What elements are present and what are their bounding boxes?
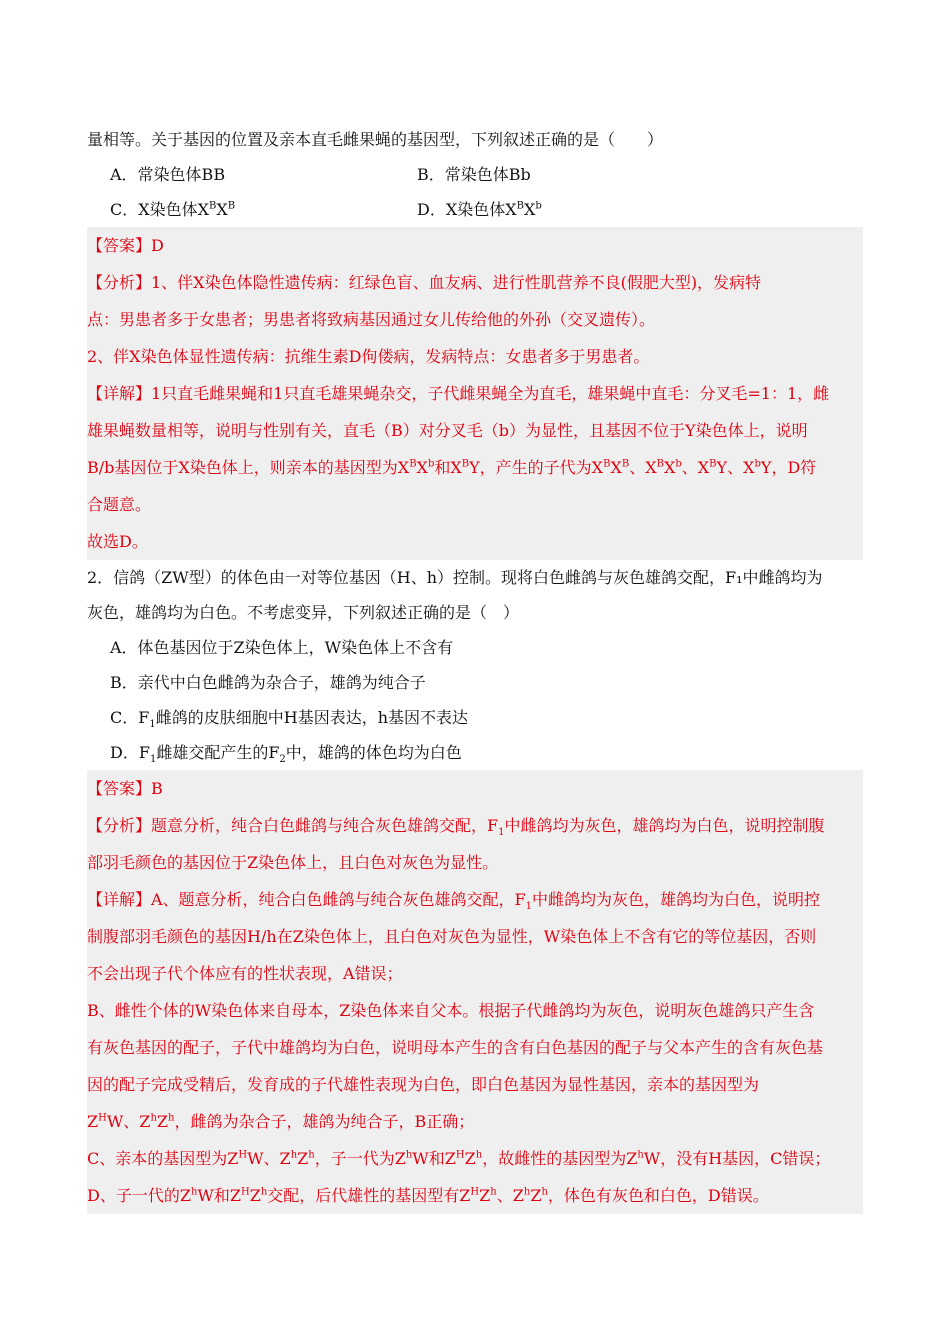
q2-detail-line: 不会出现子代个体应有的性状表现，A错误； [87,964,403,983]
q1-options-row2 [87,192,863,227]
q2-detail-line: D、子一代的$Z^hW$和$Z^HZ^h$交配，后代雄性的基因型有$Z^HZ^h$、$Z^hZ^h$，体色有灰色和白色，D错误。 [87,1186,769,1205]
q1-detail-line: 合题意。 [87,495,152,514]
q2-detail-line: 有灰色基因的配子，子代中雄鸽均为白色，说明母本产生的含有白色基因的配子与父本产生的含有灰色基 [87,1038,824,1057]
q1-options-row1 [87,157,863,192]
document-content [87,122,863,1214]
q1-detail-line: B/b基因位于X染色体上，则亲本的基因型为$X^BX^b$和$X^BY$，产生的子代为$X^BX^B$、$X^BX^b$、$X^BY$、$X^bY$，D符 [87,458,817,477]
q2-detail-line: $Z^HW$、$Z^hZ^h$，雌鸽为杂合子，雄鸽为纯合子，B正确； [87,1112,475,1131]
q2-detail-line: B、雌性个体的W染色体来自母本，Z染色体来自父本。根据子代雌鸽均为灰色，说明灰色雄鸽只产生含 [87,1001,815,1020]
q2-option-a: A．体色基因位于Z染色体上，W染色体上不含有 [110,638,454,657]
q2-detail-line: 因的配子完成受精后，发育成的子代雄性表现为白色，即白色基因为显性基因，亲本的基因型为 [87,1075,760,1094]
q1-option-d: D．X染色体$X^BX^b$ [417,200,542,219]
q1-option-a: A．常染色体BB [110,165,226,184]
q2-option-d: D．$F_1$雌雄交配产生的$F_2$中，雄鸽的体色均为白色 [110,743,462,766]
q1-option-b: B．常染色体Bb [417,165,531,184]
q1-analysis-line: 点：男患者多于女患者；男患者将致病基因通过女儿传给他的外孙（交叉遗传）。 [87,310,656,329]
q1-detail-line: 雄果蝇数量相等，说明与性别有关，直毛（B）对分叉毛（b）为显性，且基因不位于Y染色体上，说明 [87,421,808,440]
q2-detail-line: 【详解】A、题意分析，纯合白色雌鸽与纯合灰色雄鸽交配，$F_1$中雌鸽均为灰色，雄鸽均为白色，说明控 [87,890,821,913]
q2-answer: 【答案】B [87,779,163,798]
q1-answer: 【答案】D [87,236,164,255]
q2-detail-line: C、亲本的基因型为$Z^HW$、$Z^hZ^h$，子一代为$Z^hW$和$Z^HZ^h$，故雌性的基因型为$Z^hW$，没有H基因，C错误； [87,1149,831,1168]
q1-conclusion: 故选D。 [87,532,148,551]
q2-analysis-line: 部羽毛颜色的基因位于Z染色体上，且白色对灰色为显性。 [87,853,499,872]
q2-stem-line: 2．信鸽（ZW型）的体色由一对等位基因（H、h）控制。现将白色雌鸽与灰色雄鸽交配，F₁中雌鸽均为 [87,568,823,587]
q2-option-c: C．$F_1$雌鸽的皮肤细胞中H基因表达，h基因不表达 [110,708,468,731]
q2-stem-line: 灰色，雄鸽均为白色。不考虑变异，下列叙述正确的是（ ） [87,603,520,622]
q1-answer-block [87,227,863,560]
q2-analysis-line: 【分析】题意分析，纯合白色雌鸽与纯合灰色雄鸽交配，$F_1$中雌鸽均为灰色，雄鸽均为白色，说明控制腹 [87,816,825,839]
q1-stem-tail: 量相等。关于基因的位置及亲本直毛雌果蝇的基因型，下列叙述正确的是（ ） [87,130,664,149]
q1-analysis-line: 2、伴X染色体显性遗传病：抗维生素D佝偻病，发病特点：女患者多于男患者。 [87,347,650,366]
q2-answer-block [87,770,863,1214]
q1-detail-line: 【详解】1只直毛雌果蝇和1只直毛雄果蝇杂交，子代雌果蝇全为直毛，雄果蝇中直毛：分叉毛=1：1，雌 [87,384,830,403]
q1-option-c: C．X染色体$X^BX^B$ [110,200,236,219]
q1-analysis-line: 【分析】1、伴X染色体隐性遗传病：红绿色盲、血友病、进行性肌营养不良(假肥大型)，发病特 [87,273,762,292]
q2-option-b: B．亲代中白色雌鸽为杂合子，雄鸽为纯合子 [110,673,426,692]
q2-detail-line: 制腹部羽毛颜色的基因H/h在Z染色体上，且白色对灰色为显性，W染色体上不含有它的等位基因，否则 [87,927,817,946]
